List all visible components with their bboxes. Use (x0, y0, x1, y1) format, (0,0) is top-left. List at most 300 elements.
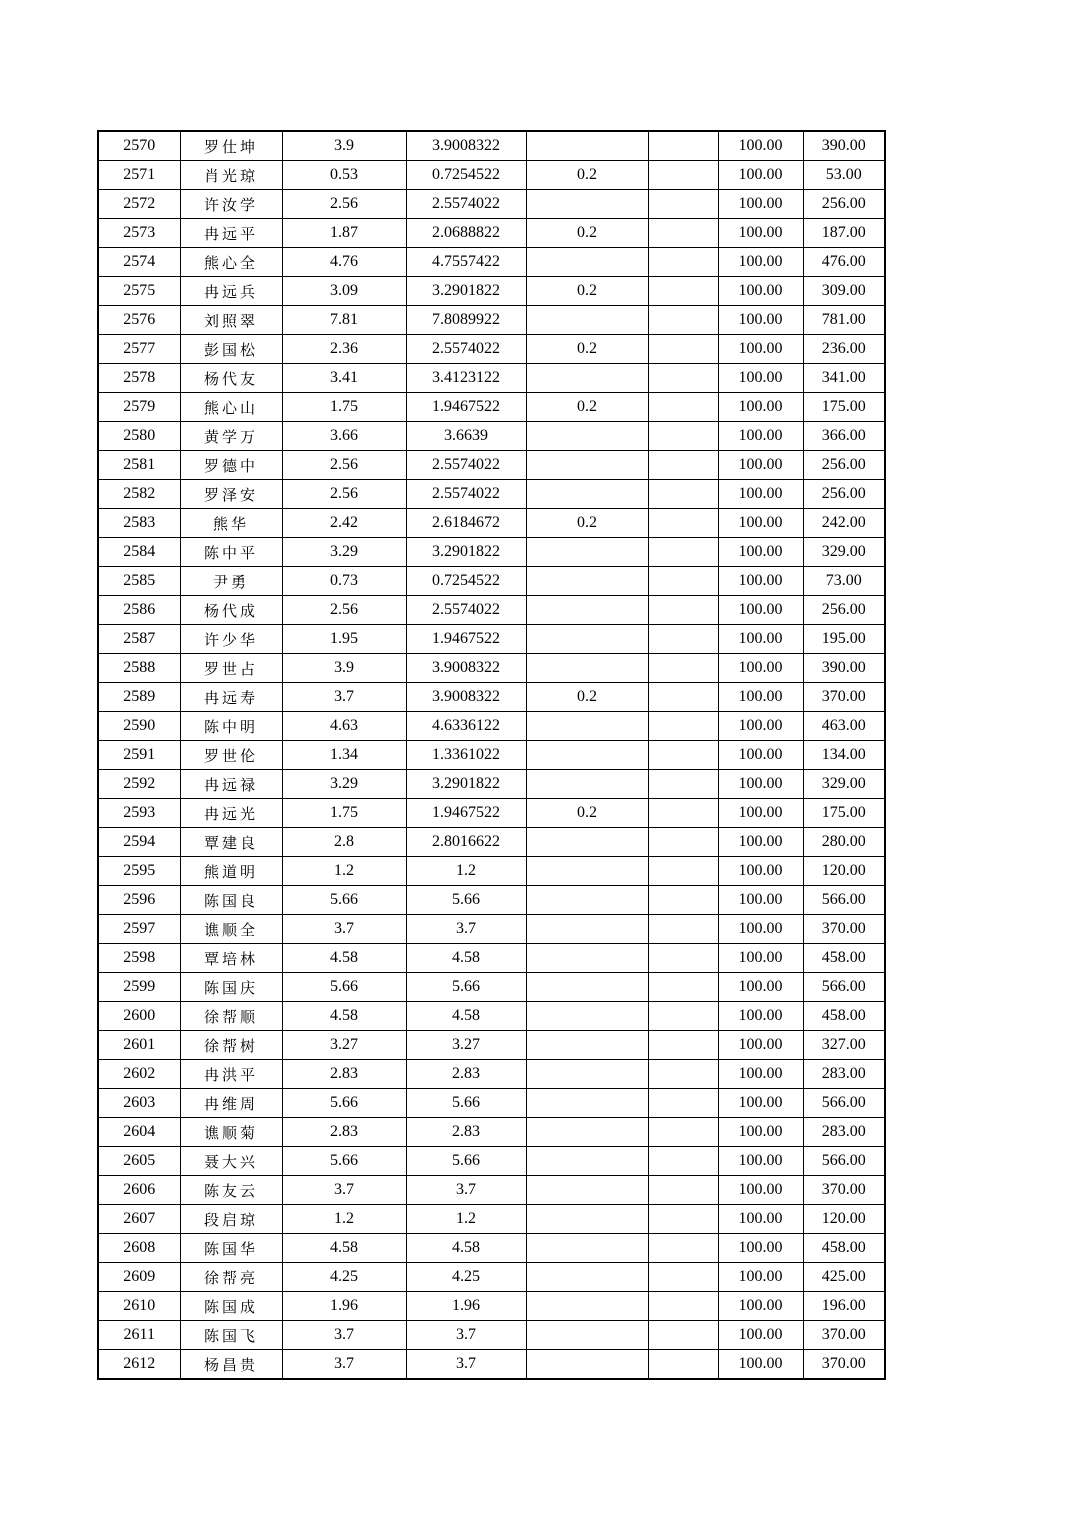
name-cell: 肖光琼 (180, 161, 282, 190)
area-cell: 2.56 (282, 190, 406, 219)
adjustment-cell (526, 1031, 648, 1060)
blank-cell (648, 190, 718, 219)
unit-price-cell: 100.00 (718, 770, 803, 799)
table-row (98, 944, 885, 973)
measured-area-cell: 5.66 (406, 1089, 526, 1118)
adjustment-cell (526, 422, 648, 451)
area-cell: 3.9 (282, 654, 406, 683)
table-row (98, 422, 885, 451)
measured-area-cell: 1.2 (406, 857, 526, 886)
area-cell: 3.7 (282, 683, 406, 712)
adjustment-cell (526, 364, 648, 393)
area-cell: 1.34 (282, 741, 406, 770)
amount-cell: 73.00 (803, 567, 885, 596)
row-number-cell: 2580 (98, 422, 180, 451)
adjustment-cell: 0.2 (526, 683, 648, 712)
amount-cell: 283.00 (803, 1060, 885, 1089)
adjustment-cell (526, 538, 648, 567)
adjustment-cell (526, 654, 648, 683)
adjustment-cell: 0.2 (526, 219, 648, 248)
adjustment-cell (526, 1234, 648, 1263)
name-cell: 许汝学 (180, 190, 282, 219)
adjustment-cell: 0.2 (526, 799, 648, 828)
name-cell: 陈国华 (180, 1234, 282, 1263)
measured-area-cell: 3.6639 (406, 422, 526, 451)
measured-area-cell: 3.7 (406, 1321, 526, 1350)
table-row (98, 741, 885, 770)
unit-price-cell: 100.00 (718, 393, 803, 422)
name-cell: 许少华 (180, 625, 282, 654)
measured-area-cell: 1.3361022 (406, 741, 526, 770)
unit-price-cell: 100.00 (718, 1263, 803, 1292)
table-row (98, 335, 885, 364)
name-cell: 冉远平 (180, 219, 282, 248)
row-number-cell: 2601 (98, 1031, 180, 1060)
amount-cell: 309.00 (803, 277, 885, 306)
amount-cell: 781.00 (803, 306, 885, 335)
name-cell: 冉远光 (180, 799, 282, 828)
name-cell: 徐帮顺 (180, 1002, 282, 1031)
unit-price-cell: 100.00 (718, 306, 803, 335)
amount-cell: 120.00 (803, 857, 885, 886)
row-number-cell: 2594 (98, 828, 180, 857)
unit-price-cell: 100.00 (718, 1292, 803, 1321)
unit-price-cell: 100.00 (718, 799, 803, 828)
adjustment-cell (526, 1147, 648, 1176)
measured-area-cell: 2.83 (406, 1060, 526, 1089)
measured-area-cell: 2.5574022 (406, 480, 526, 509)
area-cell: 3.09 (282, 277, 406, 306)
measured-area-cell: 0.7254522 (406, 567, 526, 596)
name-cell: 罗世占 (180, 654, 282, 683)
unit-price-cell: 100.00 (718, 625, 803, 654)
table-row (98, 1031, 885, 1060)
name-cell: 罗德中 (180, 451, 282, 480)
blank-cell (648, 857, 718, 886)
area-cell: 4.58 (282, 1002, 406, 1031)
measured-area-cell: 3.2901822 (406, 277, 526, 306)
amount-cell: 256.00 (803, 596, 885, 625)
name-cell: 冉远禄 (180, 770, 282, 799)
amount-cell: 327.00 (803, 1031, 885, 1060)
area-cell: 2.56 (282, 596, 406, 625)
blank-cell (648, 944, 718, 973)
area-cell: 3.66 (282, 422, 406, 451)
amount-cell: 370.00 (803, 1321, 885, 1350)
measured-area-cell: 3.7 (406, 1176, 526, 1205)
measured-area-cell: 5.66 (406, 973, 526, 1002)
measured-area-cell: 5.66 (406, 1147, 526, 1176)
area-cell: 5.66 (282, 973, 406, 1002)
amount-cell: 390.00 (803, 654, 885, 683)
adjustment-cell (526, 1321, 648, 1350)
row-number-cell: 2587 (98, 625, 180, 654)
adjustment-cell (526, 944, 648, 973)
row-number-cell: 2605 (98, 1147, 180, 1176)
blank-cell (648, 277, 718, 306)
amount-cell: 458.00 (803, 1002, 885, 1031)
amount-cell: 256.00 (803, 480, 885, 509)
name-cell: 冉洪平 (180, 1060, 282, 1089)
measured-area-cell: 4.7557422 (406, 248, 526, 277)
amount-cell: 566.00 (803, 1147, 885, 1176)
area-cell: 1.87 (282, 219, 406, 248)
area-cell: 3.41 (282, 364, 406, 393)
name-cell: 陈友云 (180, 1176, 282, 1205)
name-cell: 谯顺菊 (180, 1118, 282, 1147)
blank-cell (648, 915, 718, 944)
blank-cell (648, 1205, 718, 1234)
name-cell: 覃建良 (180, 828, 282, 857)
measured-area-cell: 2.83 (406, 1118, 526, 1147)
name-cell: 熊道明 (180, 857, 282, 886)
adjustment-cell: 0.2 (526, 509, 648, 538)
table-row (98, 538, 885, 567)
amount-cell: 175.00 (803, 799, 885, 828)
area-cell: 4.25 (282, 1263, 406, 1292)
amount-cell: 458.00 (803, 1234, 885, 1263)
table-row (98, 625, 885, 654)
name-cell: 熊心全 (180, 248, 282, 277)
adjustment-cell (526, 712, 648, 741)
blank-cell (648, 335, 718, 364)
table-row (98, 567, 885, 596)
name-cell: 刘照翠 (180, 306, 282, 335)
amount-cell: 458.00 (803, 944, 885, 973)
unit-price-cell: 100.00 (718, 277, 803, 306)
area-cell: 4.58 (282, 1234, 406, 1263)
amount-cell: 370.00 (803, 1350, 885, 1380)
area-cell: 3.7 (282, 1176, 406, 1205)
table-row (98, 509, 885, 538)
table-body (98, 131, 885, 1379)
name-cell: 陈国飞 (180, 1321, 282, 1350)
row-number-cell: 2574 (98, 248, 180, 277)
table-row (98, 915, 885, 944)
table-row (98, 770, 885, 799)
blank-cell (648, 799, 718, 828)
table-row (98, 219, 885, 248)
row-number-cell: 2606 (98, 1176, 180, 1205)
adjustment-cell (526, 190, 648, 219)
name-cell: 冉维周 (180, 1089, 282, 1118)
unit-price-cell: 100.00 (718, 509, 803, 538)
unit-price-cell: 100.00 (718, 886, 803, 915)
unit-price-cell: 100.00 (718, 480, 803, 509)
row-number-cell: 2572 (98, 190, 180, 219)
adjustment-cell (526, 857, 648, 886)
name-cell: 罗世伦 (180, 741, 282, 770)
unit-price-cell: 100.00 (718, 741, 803, 770)
row-number-cell: 2600 (98, 1002, 180, 1031)
row-number-cell: 2607 (98, 1205, 180, 1234)
table-row (98, 1234, 885, 1263)
adjustment-cell: 0.2 (526, 393, 648, 422)
area-cell: 2.83 (282, 1060, 406, 1089)
measured-area-cell: 3.9008322 (406, 683, 526, 712)
adjustment-cell: 0.2 (526, 335, 648, 364)
measured-area-cell: 3.9008322 (406, 131, 526, 161)
name-cell: 罗仕坤 (180, 131, 282, 161)
unit-price-cell: 100.00 (718, 973, 803, 1002)
row-number-cell: 2598 (98, 944, 180, 973)
row-number-cell: 2577 (98, 335, 180, 364)
table-row (98, 480, 885, 509)
area-cell: 5.66 (282, 1147, 406, 1176)
amount-cell: 283.00 (803, 1118, 885, 1147)
adjustment-cell (526, 625, 648, 654)
amount-cell: 476.00 (803, 248, 885, 277)
amount-cell: 53.00 (803, 161, 885, 190)
unit-price-cell: 100.00 (718, 1176, 803, 1205)
row-number-cell: 2581 (98, 451, 180, 480)
row-number-cell: 2578 (98, 364, 180, 393)
name-cell: 聂大兴 (180, 1147, 282, 1176)
blank-cell (648, 1118, 718, 1147)
amount-cell: 120.00 (803, 1205, 885, 1234)
blank-cell (648, 161, 718, 190)
blank-cell (648, 886, 718, 915)
blank-cell (648, 451, 718, 480)
unit-price-cell: 100.00 (718, 1350, 803, 1380)
blank-cell (648, 683, 718, 712)
area-cell: 0.53 (282, 161, 406, 190)
unit-price-cell: 100.00 (718, 364, 803, 393)
table-row (98, 161, 885, 190)
adjustment-cell: 0.2 (526, 277, 648, 306)
amount-cell: 242.00 (803, 509, 885, 538)
area-cell: 3.7 (282, 1321, 406, 1350)
measured-area-cell: 3.2901822 (406, 538, 526, 567)
blank-cell (648, 596, 718, 625)
blank-cell (648, 654, 718, 683)
name-cell: 陈国成 (180, 1292, 282, 1321)
row-number-cell: 2597 (98, 915, 180, 944)
row-number-cell: 2589 (98, 683, 180, 712)
area-cell: 2.8 (282, 828, 406, 857)
blank-cell (648, 538, 718, 567)
row-number-cell: 2585 (98, 567, 180, 596)
row-number-cell: 2573 (98, 219, 180, 248)
row-number-cell: 2571 (98, 161, 180, 190)
blank-cell (648, 625, 718, 654)
unit-price-cell: 100.00 (718, 161, 803, 190)
blank-cell (648, 131, 718, 161)
name-cell: 杨代成 (180, 596, 282, 625)
name-cell: 徐帮亮 (180, 1263, 282, 1292)
area-cell: 7.81 (282, 306, 406, 335)
adjustment-cell (526, 248, 648, 277)
table-row (98, 1321, 885, 1350)
area-cell: 1.96 (282, 1292, 406, 1321)
amount-cell: 329.00 (803, 538, 885, 567)
adjustment-cell (526, 770, 648, 799)
adjustment-cell (526, 306, 648, 335)
blank-cell (648, 509, 718, 538)
unit-price-cell: 100.00 (718, 1060, 803, 1089)
row-number-cell: 2590 (98, 712, 180, 741)
unit-price-cell: 100.00 (718, 1089, 803, 1118)
amount-cell: 196.00 (803, 1292, 885, 1321)
amount-cell: 566.00 (803, 886, 885, 915)
measured-area-cell: 4.6336122 (406, 712, 526, 741)
table-row (98, 131, 885, 161)
table-row (98, 1060, 885, 1089)
blank-cell (648, 480, 718, 509)
unit-price-cell: 100.00 (718, 219, 803, 248)
table-row (98, 451, 885, 480)
area-cell: 4.63 (282, 712, 406, 741)
area-cell: 3.29 (282, 770, 406, 799)
amount-cell: 187.00 (803, 219, 885, 248)
blank-cell (648, 364, 718, 393)
adjustment-cell (526, 741, 648, 770)
unit-price-cell: 100.00 (718, 131, 803, 161)
measured-area-cell: 1.9467522 (406, 625, 526, 654)
blank-cell (648, 828, 718, 857)
name-cell: 陈国庆 (180, 973, 282, 1002)
name-cell: 陈中平 (180, 538, 282, 567)
blank-cell (648, 1176, 718, 1205)
amount-cell: 341.00 (803, 364, 885, 393)
amount-cell: 195.00 (803, 625, 885, 654)
table-row (98, 799, 885, 828)
blank-cell (648, 219, 718, 248)
amount-cell: 134.00 (803, 741, 885, 770)
row-number-cell: 2591 (98, 741, 180, 770)
area-cell: 1.75 (282, 799, 406, 828)
row-number-cell: 2609 (98, 1263, 180, 1292)
name-cell: 杨代友 (180, 364, 282, 393)
table-row (98, 712, 885, 741)
amount-cell: 256.00 (803, 451, 885, 480)
measured-area-cell: 2.0688822 (406, 219, 526, 248)
adjustment-cell (526, 131, 648, 161)
area-cell: 4.58 (282, 944, 406, 973)
amount-cell: 329.00 (803, 770, 885, 799)
data-table (97, 130, 886, 1380)
row-number-cell: 2583 (98, 509, 180, 538)
row-number-cell: 2610 (98, 1292, 180, 1321)
measured-area-cell: 1.2 (406, 1205, 526, 1234)
row-number-cell: 2592 (98, 770, 180, 799)
amount-cell: 425.00 (803, 1263, 885, 1292)
adjustment-cell (526, 1292, 648, 1321)
row-number-cell: 2586 (98, 596, 180, 625)
area-cell: 3.7 (282, 1350, 406, 1380)
unit-price-cell: 100.00 (718, 538, 803, 567)
blank-cell (648, 1031, 718, 1060)
blank-cell (648, 1089, 718, 1118)
unit-price-cell: 100.00 (718, 654, 803, 683)
measured-area-cell: 7.8089922 (406, 306, 526, 335)
name-cell: 陈中明 (180, 712, 282, 741)
measured-area-cell: 1.9467522 (406, 799, 526, 828)
unit-price-cell: 100.00 (718, 1002, 803, 1031)
name-cell: 黄学万 (180, 422, 282, 451)
unit-price-cell: 100.00 (718, 422, 803, 451)
adjustment-cell (526, 1176, 648, 1205)
unit-price-cell: 100.00 (718, 944, 803, 973)
unit-price-cell: 100.00 (718, 248, 803, 277)
table-row (98, 596, 885, 625)
row-number-cell: 2596 (98, 886, 180, 915)
area-cell: 2.56 (282, 451, 406, 480)
amount-cell: 370.00 (803, 683, 885, 712)
row-number-cell: 2602 (98, 1060, 180, 1089)
adjustment-cell (526, 1263, 648, 1292)
blank-cell (648, 770, 718, 799)
table-row (98, 1350, 885, 1380)
unit-price-cell: 100.00 (718, 567, 803, 596)
adjustment-cell: 0.2 (526, 161, 648, 190)
amount-cell: 366.00 (803, 422, 885, 451)
row-number-cell: 2570 (98, 131, 180, 161)
unit-price-cell: 100.00 (718, 712, 803, 741)
row-number-cell: 2611 (98, 1321, 180, 1350)
area-cell: 3.7 (282, 915, 406, 944)
unit-price-cell: 100.00 (718, 1205, 803, 1234)
table-row (98, 1002, 885, 1031)
name-cell: 冉远兵 (180, 277, 282, 306)
blank-cell (648, 1263, 718, 1292)
adjustment-cell (526, 1205, 648, 1234)
amount-cell: 370.00 (803, 915, 885, 944)
unit-price-cell: 100.00 (718, 828, 803, 857)
table-row (98, 1089, 885, 1118)
table-row (98, 683, 885, 712)
table-row (98, 1118, 885, 1147)
blank-cell (648, 422, 718, 451)
blank-cell (648, 1321, 718, 1350)
blank-cell (648, 248, 718, 277)
adjustment-cell (526, 596, 648, 625)
amount-cell: 256.00 (803, 190, 885, 219)
measured-area-cell: 4.58 (406, 944, 526, 973)
unit-price-cell: 100.00 (718, 915, 803, 944)
table-row (98, 364, 885, 393)
row-number-cell: 2593 (98, 799, 180, 828)
table-row (98, 886, 885, 915)
table-row (98, 1205, 885, 1234)
name-cell: 徐帮树 (180, 1031, 282, 1060)
name-cell: 陈国良 (180, 886, 282, 915)
measured-area-cell: 3.2901822 (406, 770, 526, 799)
measured-area-cell: 3.7 (406, 915, 526, 944)
row-number-cell: 2588 (98, 654, 180, 683)
measured-area-cell: 4.58 (406, 1002, 526, 1031)
measured-area-cell: 1.9467522 (406, 393, 526, 422)
unit-price-cell: 100.00 (718, 1147, 803, 1176)
unit-price-cell: 100.00 (718, 683, 803, 712)
row-number-cell: 2599 (98, 973, 180, 1002)
area-cell: 5.66 (282, 1089, 406, 1118)
row-number-cell: 2595 (98, 857, 180, 886)
blank-cell (648, 973, 718, 1002)
table-row (98, 190, 885, 219)
adjustment-cell (526, 915, 648, 944)
name-cell: 罗泽安 (180, 480, 282, 509)
blank-cell (648, 1234, 718, 1263)
table-row (98, 1292, 885, 1321)
row-number-cell: 2575 (98, 277, 180, 306)
area-cell: 2.83 (282, 1118, 406, 1147)
area-cell: 0.73 (282, 567, 406, 596)
row-number-cell: 2603 (98, 1089, 180, 1118)
measured-area-cell: 5.66 (406, 886, 526, 915)
unit-price-cell: 100.00 (718, 1118, 803, 1147)
unit-price-cell: 100.00 (718, 857, 803, 886)
